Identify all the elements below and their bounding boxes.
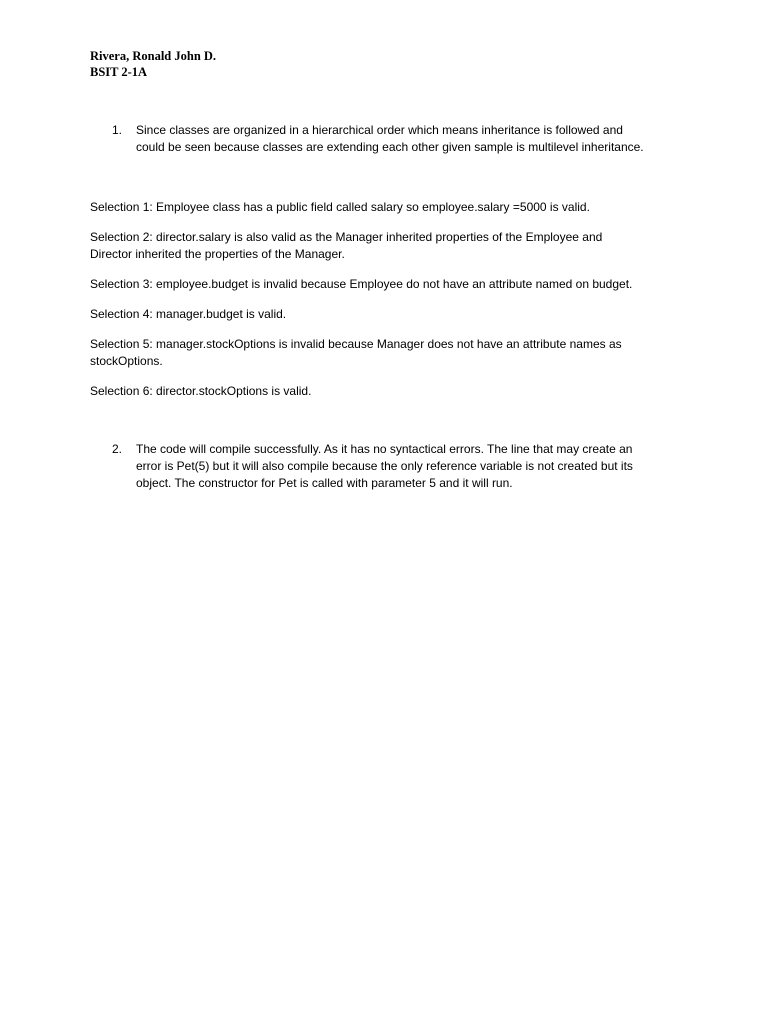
selection-1: Selection 1: Employee class has a public field called salary so employee.salary =5000 is valid. (90, 200, 590, 214)
item-text: The code will compile successfully. As it has no syntactical errors. The line that may create an error is Pet(5) but it will also compile because the only reference variable is not created but its object. The constructor for Pet is called with parameter 5 and it will run. (136, 442, 633, 490)
answer-item-1 (112, 122, 678, 156)
item-number: 1. (112, 123, 123, 137)
selection-4: Selection 4: manager.budget is valid. (90, 307, 287, 321)
selections-list (90, 199, 680, 413)
selection-3: Selection 3: employee.budget is invalid because Employee do not have an attribute named on budget. (90, 277, 633, 291)
student-name: Rivera, Ronald John D. (90, 49, 217, 63)
selection-2: Selection 2: director.salary is also valid as the Manager inherited properties of the Employee and Director inherited the properties of the Manager. (90, 230, 603, 261)
selection-6: Selection 6: director.stockOptions is valid. (90, 384, 312, 398)
document-header (90, 48, 216, 80)
answer-item-2 (112, 441, 678, 492)
student-section: BSIT 2-1A (90, 65, 148, 79)
item-text: Since classes are organized in a hierarchical order which means inheritance is followed and could be seen because classes are extending each other given sample is multilevel inheritance. (136, 123, 644, 154)
item-number: 2. (112, 442, 123, 456)
selection-5: Selection 5: manager.stockOptions is invalid because Manager does not have an attribute names as stockOptions. (90, 337, 622, 368)
